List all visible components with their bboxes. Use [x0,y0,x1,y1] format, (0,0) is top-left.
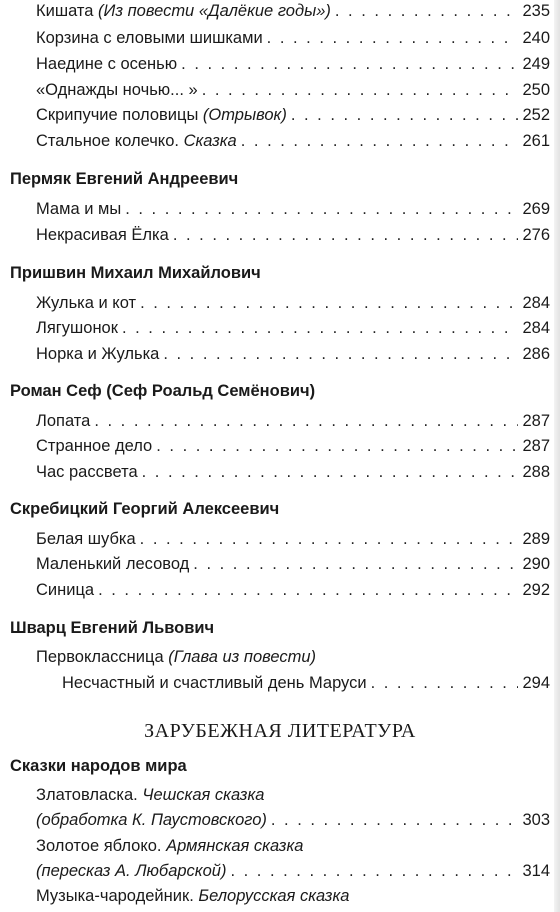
entry-title: Маленький лесовод [36,555,190,573]
entry-title: Несчастный и счастливый день Маруси [62,674,367,692]
section-heading: ЗАРУБЕЖНАЯ ЛИТЕРАТУРА [144,720,416,742]
entry-title: Стальное колечко. Сказка [36,132,237,150]
leader-dots [181,55,518,74]
page-number: 284 [522,294,550,312]
page-number: 290 [522,555,550,573]
page-number: 294 [522,674,550,692]
entry-title: Музыка-чародейник. Белорусская сказка [36,887,350,905]
page-number: 287 [522,437,550,455]
toc-entry-continuation[interactable] [0,674,560,704]
toc-entry[interactable] [0,463,560,493]
entry-title: Странное дело [36,437,153,455]
entry-title: (пересказ А. Любарской) [36,862,227,880]
page-number: 261 [522,132,550,150]
page-number: 250 [522,81,550,99]
leader-dots [335,2,518,21]
leader-dots [163,345,518,364]
page-number: 288 [522,463,550,481]
leader-dots [140,294,518,313]
leader-dots [94,412,518,431]
entry-title: Кишата (Из повести «Далёкие годы») [36,2,331,20]
leader-dots [140,530,518,549]
page-number: 303 [522,811,550,829]
leader-dots [142,463,518,482]
page-number: 289 [522,530,550,548]
author-heading: Шварц Евгений Львович [10,619,215,637]
page-number: 287 [522,412,550,430]
entry-title: (обработка К. Паустовского) [36,811,267,829]
page-number: 284 [522,319,550,337]
entry-title: Жулька и кот [36,294,137,312]
leader-dots [202,81,518,100]
leader-dots [125,200,518,219]
entry-title: Первоклассница (Глава из повести) [36,648,317,666]
author-heading: Пермяк Евгений Андреевич [10,170,239,188]
author-heading: Роман Сеф (Сеф Роальд Семёнович) [10,382,316,400]
page-edge [554,0,560,912]
leader-dots [122,319,518,338]
leader-dots [371,674,518,693]
leader-dots [173,226,518,245]
leader-dots [271,811,518,830]
entry-title: Некрасивая Ёлка [36,226,169,244]
entry-title: Золотое яблоко. Армянская сказка [36,837,304,855]
page-number: 286 [522,345,550,363]
page-number: 314 [522,862,550,880]
leader-dots [193,555,518,574]
page-number: 292 [522,581,550,599]
entry-title: Лопата [36,412,91,430]
entry-title: Белая шубка [36,530,136,548]
entry-title: Час рассвета [36,463,138,481]
entry-title: Наедине с осенью [36,55,178,73]
toc-entry[interactable] [0,887,560,912]
page-number: 269 [522,200,550,218]
toc-entry[interactable] [0,132,560,162]
page-number: 240 [522,29,550,47]
entry-title: Мама и мы [36,200,122,218]
entry-title: Скрипучие половицы (Отрывок) [36,106,287,124]
leader-dots [267,29,518,48]
author-heading: Скребицкий Георгий Алексеевич [10,500,280,518]
toc-entry[interactable] [0,2,560,32]
leader-dots [291,106,518,125]
leader-dots [98,581,518,600]
page-number: 235 [522,2,550,20]
collection-heading: Сказки народов мира [10,757,187,775]
page-number: 249 [522,55,550,73]
entry-title: «Однажды ночью... » [36,81,198,99]
page-number: 252 [522,106,550,124]
entry-title: Лягушонок [36,319,118,337]
entry-title: Златовласка. Чешская сказка [36,786,265,804]
entry-title: Корзина с еловыми шишками [36,29,263,47]
toc-entry[interactable] [0,581,560,611]
toc-entry[interactable] [0,226,560,256]
author-heading: Пришвин Михаил Михайлович [10,264,261,282]
page-number: 276 [522,226,550,244]
entry-title: Норка и Жулька [36,345,160,363]
entry-title: Синица [36,581,95,599]
toc-entry[interactable] [0,345,560,375]
leader-dots [230,862,518,881]
leader-dots [241,132,518,151]
leader-dots [156,437,518,456]
